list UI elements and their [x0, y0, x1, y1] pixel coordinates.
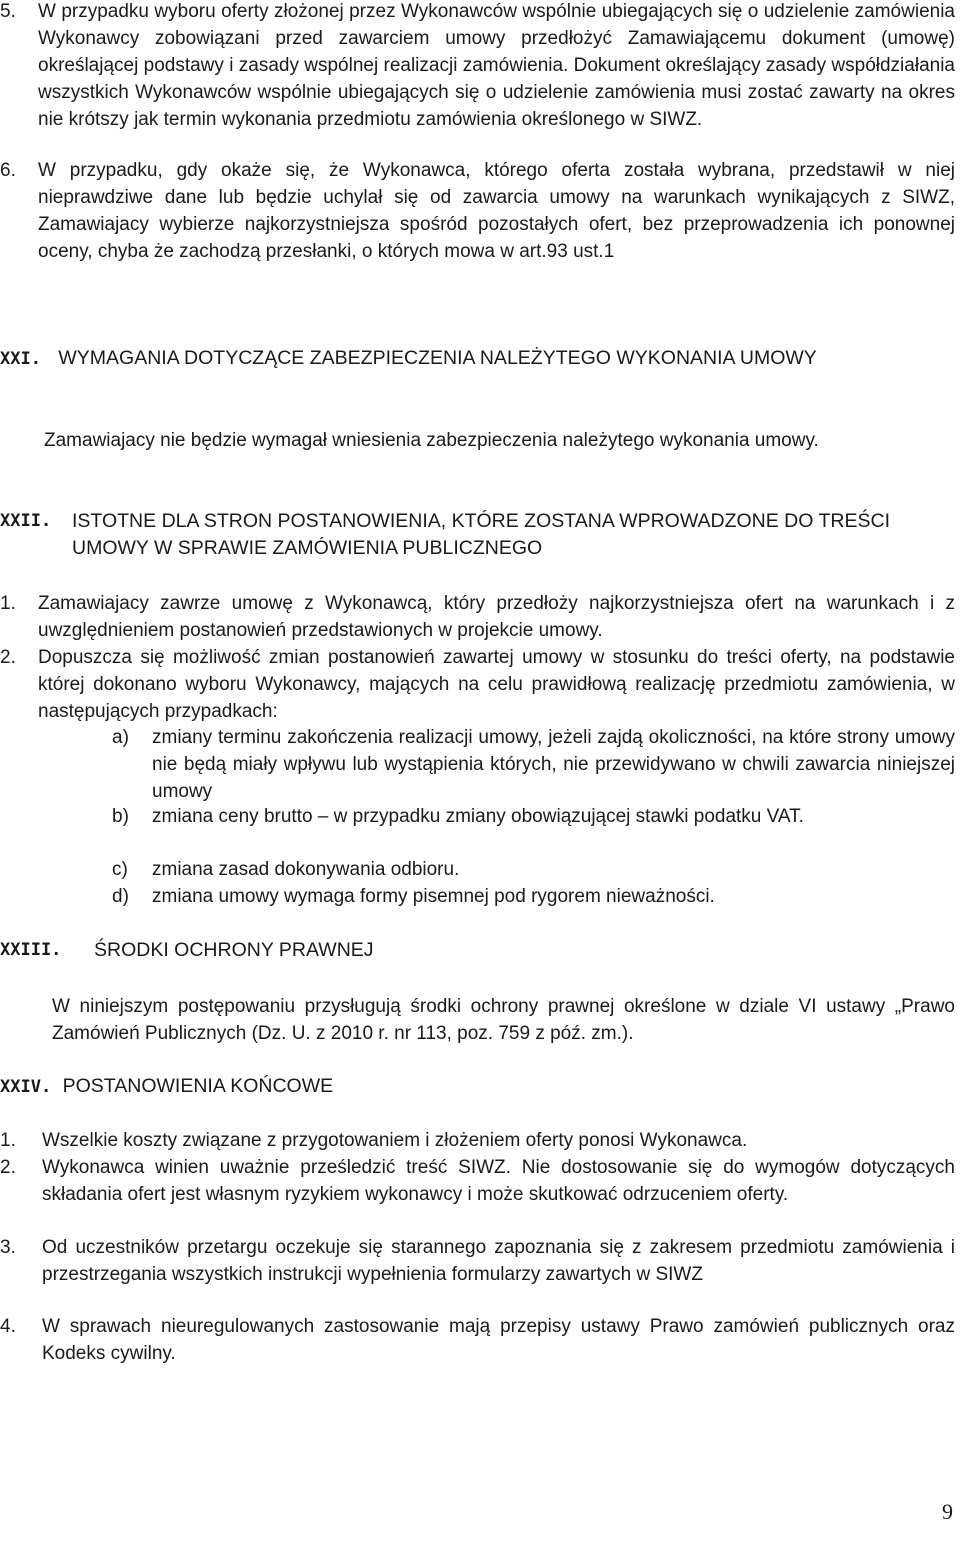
list-item-2 — [0, 644, 955, 725]
item-text: W przypadku wyboru oferty złożonej przez Wykonawców wspólnie ubiegających się o udzielenie zamówienia Wykonawcy zobowiązani przed zawarciem umowy przedłożyć Zamawiającemu dokument (umowę) określającej podstawy i zasady wspólnej realizacji zamówienia. Dokument określający zasady współdziałania wszystkich Wykonawców wspólnie ubiegających się o udzielenie zamówienia musi zostać zawarty na okres nie krótszy jak termin wykonania przedmiotu zamówienia określonego w SIWZ. — [38, 1, 955, 130]
list-item-5 — [0, 0, 955, 133]
item-number: 4. — [0, 1316, 16, 1337]
list-item-1 — [0, 590, 955, 644]
page-number: 9 — [942, 1499, 953, 1524]
list-item-3 — [0, 1234, 955, 1288]
sub-item-text: zmiana umowy wymaga formy pisemnej pod rygorem nieważności. — [152, 886, 715, 907]
item-text: Zamawiajacy zawrze umowę z Wykonawcą, który przedłoży najkorzystniejsza ofert na warunkach i z uwzględnieniem postanowień przedstawionych w projekcie umowy. — [38, 593, 955, 641]
item-number: 2. — [0, 1157, 16, 1178]
list-item-2 — [0, 1154, 955, 1208]
section-heading-xxiii — [0, 937, 955, 964]
section-body: W niniejszym postępowaniu przysługują środki ochrony prawnej określone w dziale VI ustawy „Prawo Zamówień Publicznych (Dz. U. z 2010 r. nr 113, poz. 759 z póź. zm.). — [52, 996, 955, 1044]
item-number: 1. — [0, 1130, 16, 1151]
sub-item-letter: c) — [112, 859, 128, 880]
section-heading-xxii — [0, 508, 955, 562]
list-item-6 — [0, 157, 955, 265]
sub-item-letter: a) — [112, 727, 129, 748]
sub-item-text: zmiana ceny brutto – w przypadku zmiany obowiązującej stawki podatku VAT. — [152, 806, 804, 827]
section-title: ŚRODKI OCHRONY PRAWNEJ — [94, 939, 374, 961]
sub-item-text: zmiana zasad dokonywania odbioru. — [152, 859, 460, 880]
sub-item-c — [112, 856, 955, 883]
item-number: 5. — [0, 1, 16, 22]
section-title: ISTOTNE DLA STRON POSTANOWIENIA, KTÓRE ZOSTANA WPROWADZONE DO TREŚCI UMOWY W SPRAWIE ZAMÓWIENIA PUBLICZNEGO — [72, 510, 891, 559]
sub-item-a — [112, 724, 955, 805]
item-text: Wszelkie koszty związane z przygotowaniem i złożeniem oferty ponosi Wykonawca. — [42, 1130, 748, 1151]
section-roman-numeral: XXIII. — [0, 940, 62, 960]
item-text: Wykonawca winien uważnie prześledzić treść SIWZ. Nie dostosowanie się do wymogów dotyczących składania ofert jest własnym ryzykiem wykonawcy i może skutkować odrzuceniem oferty. — [42, 1157, 955, 1205]
section-roman-numeral: XXII. — [0, 511, 52, 531]
list-item-4 — [0, 1313, 955, 1367]
section-title: WYMAGANIA DOTYCZĄCE ZABEZPIECZENIA NALEŻYTEGO WYKONANIA UMOWY — [58, 347, 817, 369]
sub-item-b — [112, 803, 955, 830]
section-body: Zamawiajacy nie będzie wymagał wniesienia zabezpieczenia należytego wykonania umowy. — [44, 430, 819, 451]
section-heading-xxiv — [0, 1073, 955, 1101]
item-text: Dopuszcza się możliwość zmian postanowień zawartej umowy w stosunku do treści oferty, na podstawie której dokonano wyboru Wykonawcy, mających na celu prawidłową realizację przedmiotu zamówienia, w następujących przypadkach: — [38, 647, 955, 722]
sub-item-letter: b) — [112, 806, 129, 827]
section-heading-xxi — [0, 345, 955, 373]
item-text: W sprawach nieuregulowanych zastosowanie mają przepisy ustawy Prawo zamówień publicznych oraz Kodeks cywilny. — [42, 1316, 955, 1364]
item-number: 3. — [0, 1237, 16, 1258]
sub-item-d — [112, 883, 955, 910]
item-number: 1. — [0, 593, 16, 614]
item-number: 2. — [0, 647, 16, 668]
list-item-1 — [0, 1127, 955, 1154]
section-roman-numeral: XXI. — [0, 349, 41, 369]
sub-item-letter: d) — [112, 886, 129, 907]
sub-item-text: zmiany terminu zakończenia realizacji umowy, jeżeli zajdą okoliczności, na które strony umowy nie będą miały wpływu lub wystąpienia których, nie przewidywano w chwili zawarcia niniejszej umowy — [152, 727, 955, 802]
section-roman-numeral: XXIV. — [0, 1077, 52, 1097]
section-title: POSTANOWIENIA KOŃCOWE — [62, 1075, 334, 1097]
item-number: 6. — [0, 160, 16, 181]
item-text: Od uczestników przetargu oczekuje się starannego zapoznania się z zakresem przedmiotu zamówienia i przestrzegania wszystkich instrukcji wypełnienia formularzy zawartych w SIWZ — [42, 1237, 955, 1285]
item-text: W przypadku, gdy okaże się, że Wykonawca, którego oferta została wybrana, przedstawił w niej nieprawdziwe dane lub będzie uchylał się od zawarcia umowy na warunkach wynikających z SIWZ, Zamawiajacy wybierze najkorzystniejsza spośród pozostałych ofert, bez przeprowadzenia ich ponownej oceny, chyba że zachodzą przesłanki, o których mowa w art.93 ust.1 — [38, 160, 955, 262]
